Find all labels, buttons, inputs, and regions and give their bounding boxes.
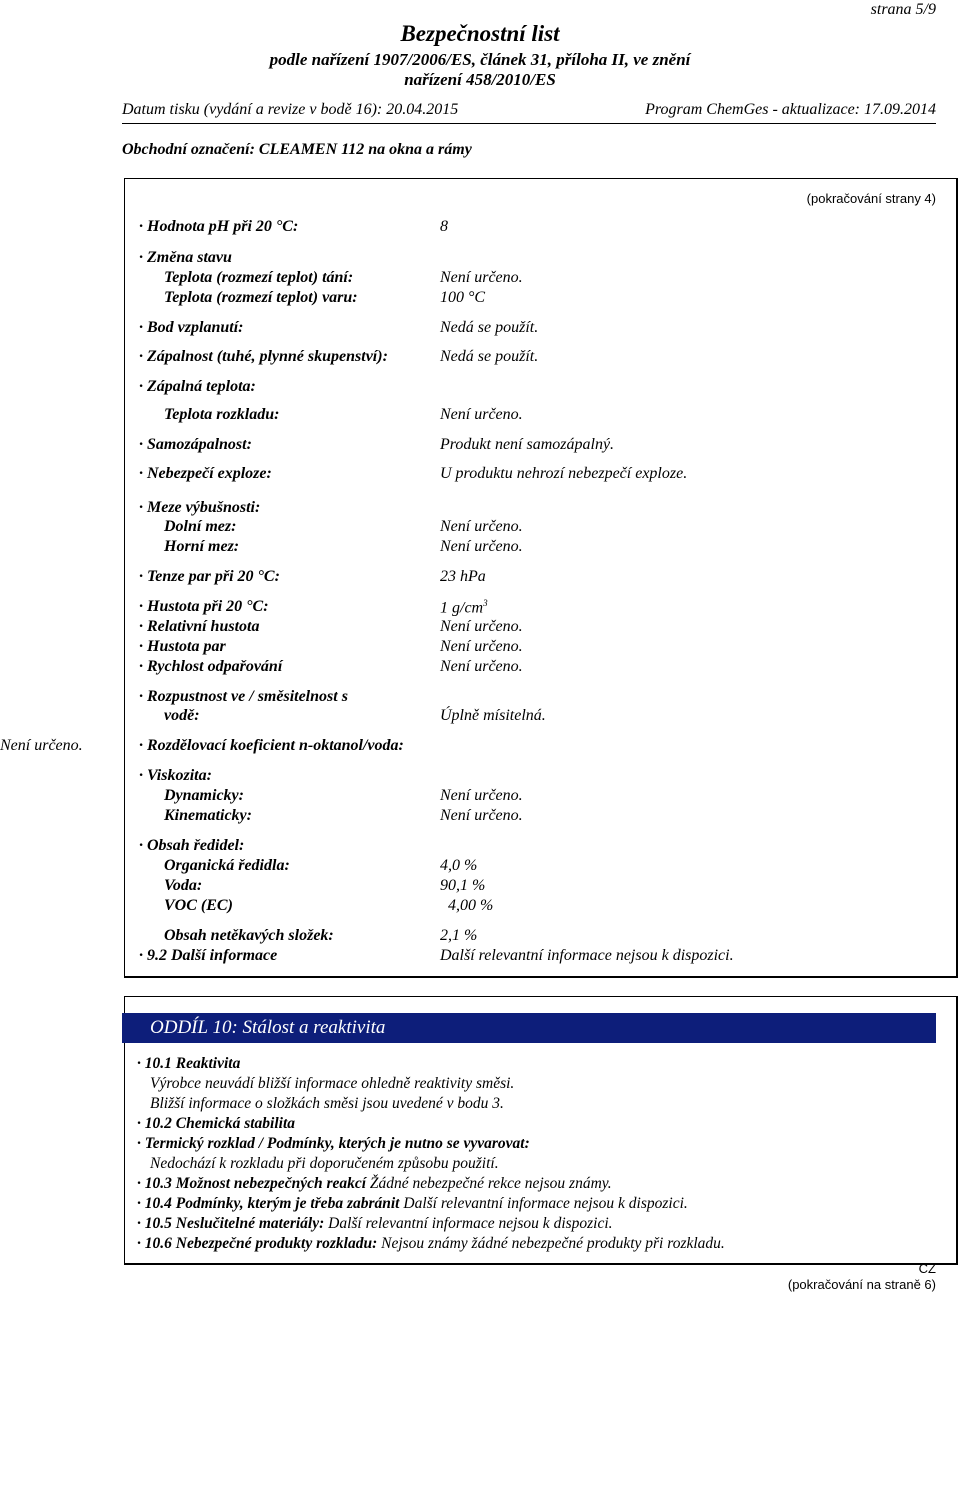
property-label: · Hustota při 20 °C: bbox=[139, 598, 269, 615]
property-value-text: 90,1 % bbox=[440, 877, 486, 894]
trade-name: Obchodní označení: CLEAMEN 112 na okna a rámy bbox=[122, 141, 472, 158]
property-value-text: Není určeno. bbox=[0, 737, 83, 754]
property-value bbox=[440, 319, 538, 337]
decomposition-products-text: Nejsou známy žádné nebezpečné produkty při rozkladu. bbox=[381, 1235, 725, 1252]
property-value bbox=[448, 897, 493, 915]
conditions-to-avoid-label: · 10.4 Podmínky, kterým je třeba zabránit bbox=[137, 1195, 400, 1212]
property-value bbox=[440, 857, 477, 875]
property-value-text: Není určeno. bbox=[440, 807, 523, 824]
property-label: Teplota (rozmezí teplot) varu: bbox=[164, 289, 358, 306]
property-label: · Meze výbušnosti: bbox=[139, 499, 261, 516]
property-value bbox=[440, 538, 523, 556]
property-label: · Viskozita: bbox=[139, 767, 212, 784]
property-label: · Relativní hustota bbox=[139, 618, 260, 635]
property-value-text: Není určeno. bbox=[440, 787, 523, 804]
property-label: · Bod vzplanutí: bbox=[139, 319, 244, 336]
property-label: Horní mez: bbox=[164, 538, 240, 555]
property-value bbox=[440, 787, 523, 805]
property-value-text: 4,00 % bbox=[448, 897, 494, 914]
property-value-text: Není určeno. bbox=[440, 638, 523, 655]
property-label: Voda: bbox=[164, 877, 203, 894]
property-value-text: Není určeno. bbox=[440, 269, 523, 286]
property-value-text: 1 g/cm bbox=[440, 599, 484, 617]
print-date: Datum tisku (vydání a revize v bodě 16): 20.04.2015 bbox=[122, 101, 459, 118]
property-label: · Tenze par při 20 °C: bbox=[139, 568, 280, 585]
property-value-text: Není určeno. bbox=[440, 518, 523, 535]
continued-from: (pokračování strany 4) bbox=[806, 191, 936, 206]
property-label: Dynamicky: bbox=[164, 787, 244, 804]
property-value-text: Není určeno. bbox=[440, 406, 523, 423]
country-code: CZ bbox=[918, 1261, 936, 1276]
section-10-heading: ODDÍL 10: Stálost a reaktivita bbox=[122, 1013, 936, 1043]
regulation-line-2: nařízení 458/2010/ES bbox=[404, 70, 556, 89]
property-label: · Změna stavu bbox=[139, 249, 232, 266]
property-value bbox=[440, 618, 523, 636]
property-label: · Rozdělovací koeficient n-oktanol/voda: bbox=[139, 737, 404, 754]
property-value bbox=[440, 598, 488, 617]
decomposition-products-label: · 10.6 Nebezpečné produkty rozkladu: bbox=[137, 1235, 378, 1252]
property-label: vodě: bbox=[164, 707, 200, 724]
reactivity-text-1: Výrobce neuvádí bližší informace ohledně reaktivity směsi. bbox=[150, 1075, 515, 1092]
property-value-text: Další relevantní informace nejsou k dispozici. bbox=[440, 947, 734, 964]
hazardous-reactions-label: · 10.3 Možnost nebezpečných reakcí bbox=[137, 1175, 367, 1192]
property-label: · Zápalná teplota: bbox=[139, 378, 256, 395]
property-value bbox=[440, 465, 687, 483]
thermal-decomposition-label: · Termický rozklad / Podmínky, kterých je nutno se vyvarovat: bbox=[137, 1135, 530, 1152]
property-value bbox=[440, 638, 523, 656]
property-value bbox=[440, 568, 486, 586]
reactivity-text-2: Bližší informace o složkách směsi jsou uvedené v bodu 3. bbox=[150, 1095, 504, 1112]
document-title: Bezpečnostní list bbox=[400, 21, 560, 46]
incompatible-materials-text: Další relevantní informace nejsou k dispozici. bbox=[328, 1215, 613, 1232]
reactivity-label: · 10.1 Reaktivita bbox=[137, 1055, 241, 1072]
hazardous-reactions bbox=[137, 1175, 612, 1193]
property-value bbox=[440, 927, 477, 945]
property-value bbox=[440, 877, 485, 895]
incompatible-materials-label: · 10.5 Neslučitelné materiály: bbox=[137, 1215, 325, 1232]
property-value bbox=[440, 436, 614, 454]
hazardous-reactions-text: Žádné nebezpečné rekce nejsou známy. bbox=[369, 1175, 612, 1192]
property-label: · 9.2 Další informace bbox=[139, 947, 278, 964]
continued-to: (pokračování na straně 6) bbox=[787, 1277, 936, 1292]
property-value-text: Produkt není samozápalný. bbox=[440, 436, 615, 453]
property-value-text: 8 bbox=[440, 218, 448, 235]
property-label: Teplota (rozmezí teplot) tání: bbox=[164, 269, 354, 286]
property-label: · Hodnota pH při 20 °C: bbox=[139, 218, 299, 235]
property-value bbox=[440, 406, 523, 424]
program-version: Program ChemGes - aktualizace: 17.09.2014 bbox=[645, 101, 936, 118]
property-value-text: 23 hPa bbox=[440, 568, 486, 585]
property-value-text: Nedá se použít. bbox=[440, 348, 539, 365]
page-number: strana 5/9 bbox=[870, 1, 936, 18]
property-value-text: Není určeno. bbox=[440, 618, 523, 635]
unit-exponent: 3 bbox=[483, 598, 488, 608]
property-label: · Rozpustnost ve / směsitelnost s bbox=[139, 688, 348, 705]
property-label: · Obsah ředidel: bbox=[139, 837, 245, 854]
property-value bbox=[0, 737, 83, 755]
property-value-text: 2,1 % bbox=[440, 927, 478, 944]
conditions-to-avoid bbox=[137, 1195, 688, 1213]
property-value bbox=[440, 947, 734, 965]
property-label: Obsah netěkavých složek: bbox=[164, 927, 334, 944]
property-label: · Hustota par bbox=[139, 638, 226, 655]
conditions-to-avoid-text: Další relevantní informace nejsou k dispozici. bbox=[403, 1195, 688, 1212]
property-label: · Rychlost odpařování bbox=[139, 658, 283, 675]
header-divider bbox=[122, 123, 936, 124]
property-value bbox=[440, 707, 546, 725]
property-label: · Samozápalnost: bbox=[139, 436, 252, 453]
property-value bbox=[440, 348, 538, 366]
property-value bbox=[440, 658, 523, 676]
regulation-line-1: podle nařízení 1907/2006/ES, článek 31, příloha II, ve znění bbox=[269, 50, 691, 69]
property-label: · Nebezpečí exploze: bbox=[139, 465, 272, 482]
property-value bbox=[440, 289, 485, 307]
property-value-text: 4,0 % bbox=[440, 857, 478, 874]
incompatible-materials bbox=[137, 1215, 613, 1233]
property-value-text: Není určeno. bbox=[440, 658, 523, 675]
property-value bbox=[440, 518, 523, 536]
property-value-text: Nedá se použít. bbox=[440, 319, 539, 336]
property-label: Organická ředidla: bbox=[164, 857, 290, 874]
property-value-text: Úplně mísitelná. bbox=[440, 707, 546, 724]
property-value bbox=[440, 218, 448, 236]
property-label: Dolní mez: bbox=[164, 518, 237, 535]
decomposition-products bbox=[137, 1235, 725, 1253]
property-value bbox=[440, 269, 523, 287]
property-value-text: 100 °C bbox=[440, 289, 486, 306]
property-label: Teplota rozkladu: bbox=[164, 406, 280, 423]
property-label: VOC (EC) bbox=[164, 897, 233, 914]
property-value-text: Není určeno. bbox=[440, 538, 523, 555]
property-value bbox=[440, 807, 523, 825]
thermal-decomposition-text: Nedochází k rozkladu při doporučeném způsobu použití. bbox=[150, 1155, 499, 1172]
property-label: Kinematicky: bbox=[164, 807, 252, 824]
chemical-stability-label: · 10.2 Chemická stabilita bbox=[137, 1115, 296, 1132]
property-label: · Zápalnost (tuhé, plynné skupenství): bbox=[139, 348, 388, 365]
property-value-text: U produktu nehrozí nebezpečí exploze. bbox=[440, 465, 688, 482]
